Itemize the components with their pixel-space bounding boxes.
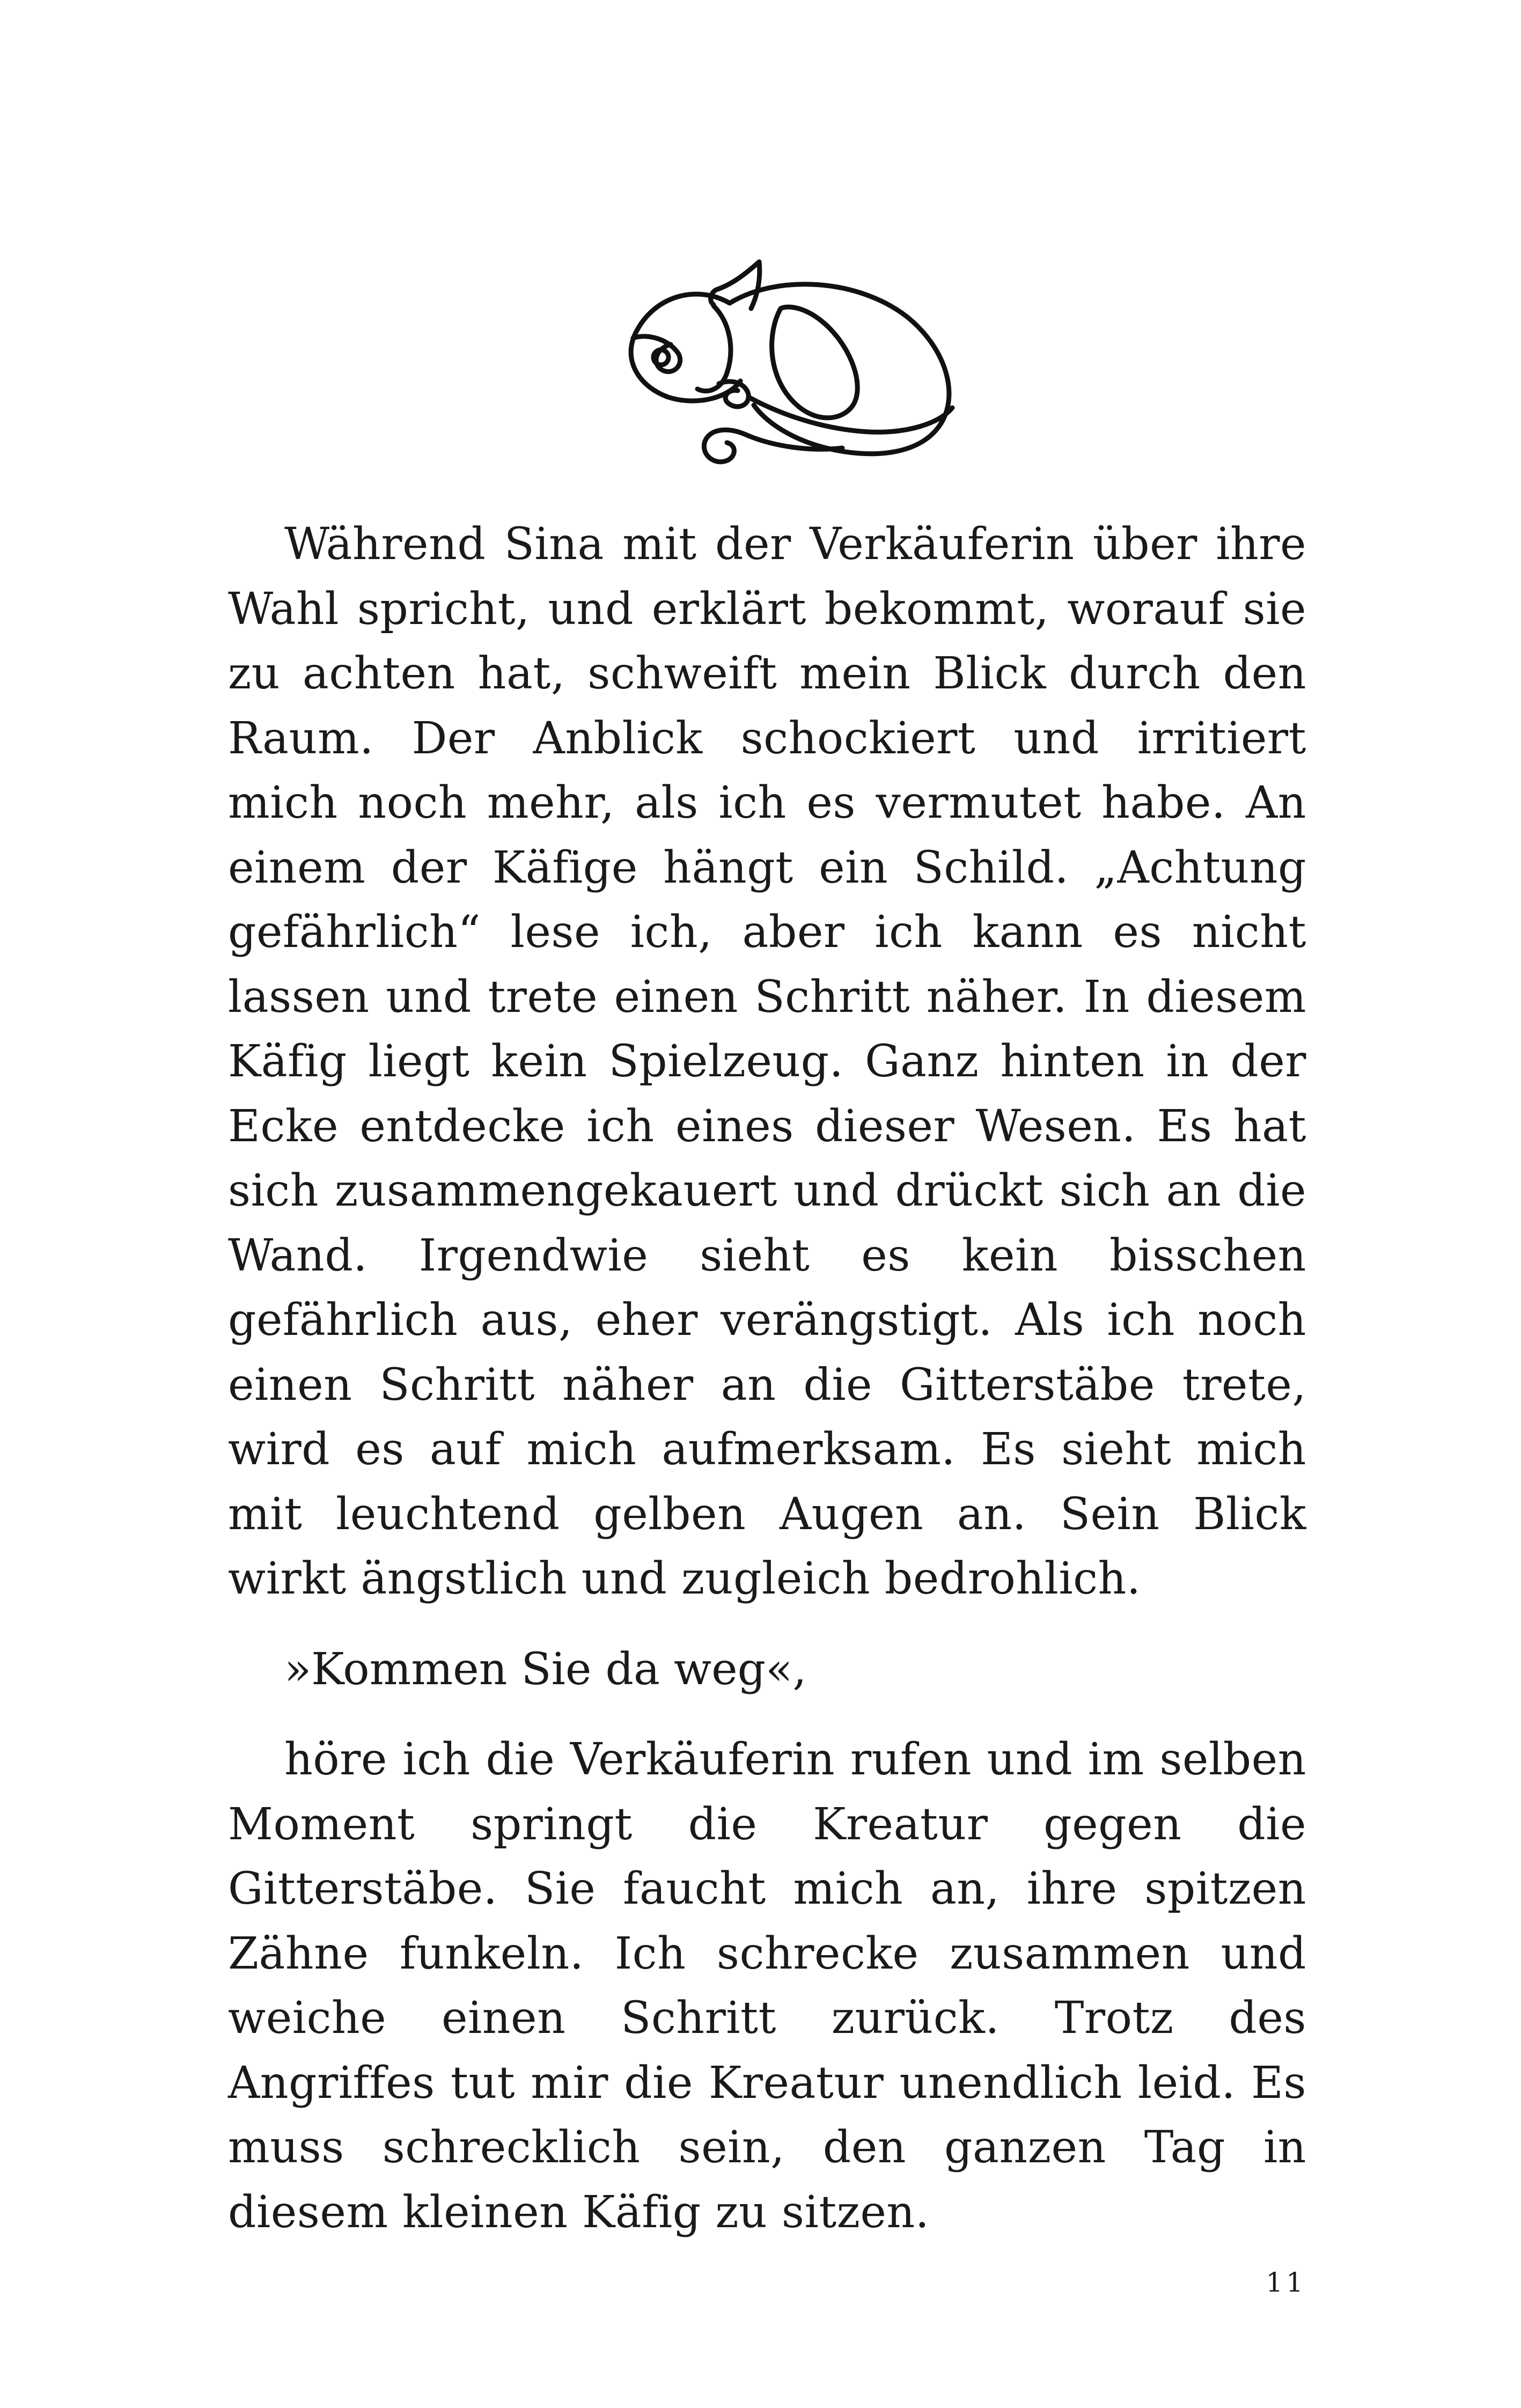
paragraph: Während Sina mit der Verkäuferin über ihre Wahl spricht, und erklärt bekommt, worauf sie zu achten hat, schweift mein Blick durch den Raum. Der Anblick schockiert und irritiert mich noch mehr, als ich es vermutet habe. An einem der Käfige hängt ein Schild. „Achtung gefährlich“ lese ich, aber ich kann es nicht lassen und trete einen Schritt näher. In diesem Käfig liegt kein Spielzeug. Ganz hinten in der Ecke entdecke ich eines dieser Wesen. Es hat sich zusammengekauert und drückt sich an die Wand. Irgendwie sieht es kein bisschen gefährlich aus, eher verängstigt. Als ich noch einen Schritt näher an die Gitterstäbe trete, wird es auf mich aufmerksam. Es sieht mich mit leuchtend gelben Augen an. Sein Blick wirkt ängstlich und zugleich bedrohlich. — [228, 519, 1306, 1604]
page-number: 11 — [1266, 2267, 1306, 2298]
dialogue-line: »Kommen Sie da weg«, — [284, 1643, 807, 1695]
sleeping-cat-icon — [617, 252, 971, 483]
paragraph: höre ich die Verkäuferin rufen und im selben Moment springt die Kreatur gegen die Gitterstäbe. Sie faucht mich an, ihre spitzen Zähne funkeln. Ich schrecke zusammen und weiche einen Schritt zurück. Trotz des Angriffes tut mir die Kreatur unendlich leid. Es muss schrecklich sein, den ganzen Tag in diesem kleinen Käfig zu sitzen. — [228, 1734, 1306, 2238]
body-text — [228, 512, 1306, 2245]
